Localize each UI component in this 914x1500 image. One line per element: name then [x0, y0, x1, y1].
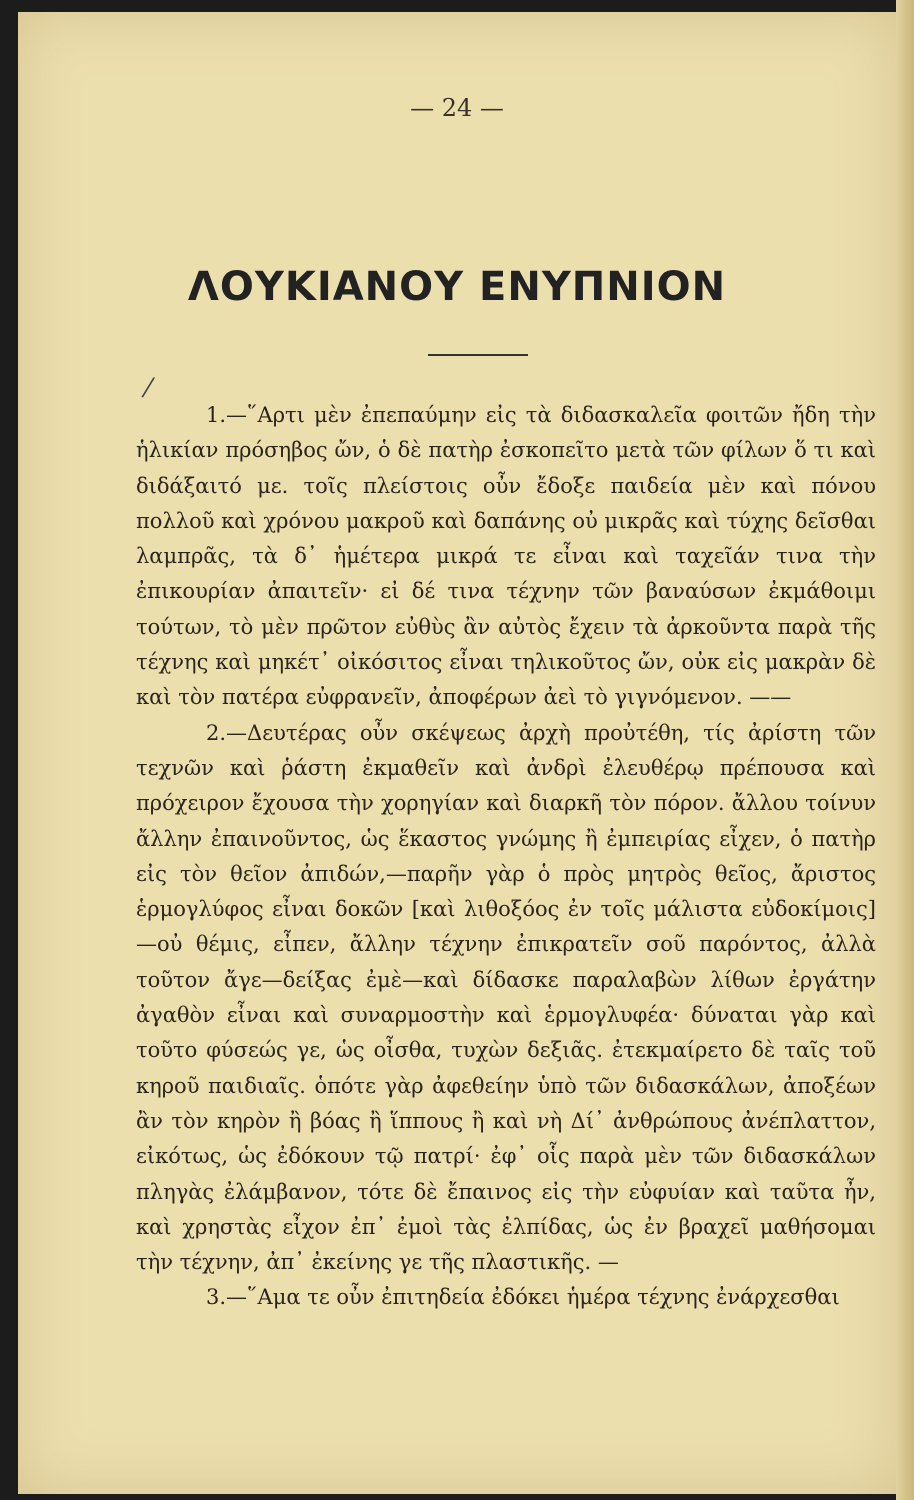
paragraph-1: 1.—῞Αρτι μὲν ἐπεπαύμην εἰς τὰ διδασκαλεῖα φοιτῶν ἤδη τὴν ἡλικίαν πρόσηβος ὤν, ὁ δὲ πατὴρ ἐσκοπεῖτο μετὰ τῶν φίλων ὅ τι καὶ διδάξαιτό με. τοῖς πλείστοις οὖν ἔδοξε παιδεία μὲν καὶ πόνου πολλοῦ καὶ χρόνου μακροῦ καὶ δαπάνης οὐ μικρᾶς καὶ τύχης δεῖσθαι λαμπρᾶς, τὰ δ᾽ ἡμέτερα μικρά τε εἶναι καὶ ταχεῖάν τινα τὴν ἐπικουρίαν ἀπαιτεῖν· εἰ δέ τινα τέχνην τῶν βαναύσων ἐκμάθοιμι τούτων, τὸ μὲν πρῶτον εὐθὺς ἂν αὐτὸς ἔχειν τὰ ἀρκοῦντα παρὰ τῆς τέχνης καὶ μηκέτ᾽ οἰκόσιτος εἶναι τηλικοῦτος ὤν, οὐκ εἰς μακρὰν δὲ καὶ τὸν πατέρα εὐφρανεῖν, ἀποφέρων ἀεὶ τὸ γιγνόμενον. —— [136, 403, 876, 710]
paragraph-3: 3.—῞Αμα τε οὖν ἐπιτηδεία ἐδόκει ἡμέρα τέχνης ἐνάρχεσθαι [206, 1285, 840, 1310]
paragraph-2: 2.—Δευτέρας οὖν σκέψεως ἀρχὴ προὐτέθη, τίς ἀρίστη τῶν τεχνῶν καὶ ῥάστη ἐκμαθεῖν καὶ ἀνδρὶ ἐλευθέρῳ πρέπουσα καὶ πρόχειρον ἔχουσα τὴν χορηγίαν καὶ διαρκῆ τὸν πόρον. ἄλλου τοίνυν ἄλλην ἐπαινοῦντος, ὡς ἕκαστος γνώμης ἢ ἐμπειρίας εἶχεν, ὁ πατὴρ εἰς τὸν θεῖον ἀπιδών,—παρῆν γὰρ ὁ πρὸς μητρὸς θεῖος, ἄριστος ἑρμογλύφος εἶναι δοκῶν [καὶ λιθοξόος ἐν τοῖς μάλιστα εὐδοκίμοις]—οὐ θέμις, εἶπεν, ἄλλην τέχνην ἐπικρατεῖν σοῦ παρόντος, ἀλλὰ τοῦτον ἄγε—δείξας ἐμὲ—καὶ δίδασκε παραλαβὼν λίθων ἐργάτην ἀγαθὸν εἶναι καὶ συναρμοστὴν καὶ ἑρμογλυφέα· δύναται γὰρ καὶ τοῦτο φύσεώς γε, ὡς οἶσθα, τυχὼν δεξιᾶς. ἐτεκμαίρετο δὲ ταῖς τοῦ κηροῦ παιδιαῖς. ὁπότε γὰρ ἀφεθείην ὑπὸ τῶν διδασκάλων, ἀποξέων ἂν τὸν κηρὸν ἢ βόας ἢ ἵππους ἢ καὶ νὴ Δί᾽ ἀνθρώπους ἀνέπλαττον, εἰκότως, ὡς ἐδόκουν τῷ πατρί· ἐφ᾽ οἷς παρὰ μὲν τῶν διδασκάλων πληγὰς ἐλάμβανον, τότε δὲ ἔπαινος εἰς τὴν εὐφυίαν καὶ ταῦτα ἦν, καὶ χρηστὰς εἶχον ἐπ᾽ ἐμοὶ τὰς ἐλπίδας, ὡς ἐν βραχεῖ μαθήσομαι τὴν τέχνην, ἀπ᾽ ἐκείνης γε τῆς πλαστικῆς. — [136, 720, 876, 1275]
pencil-slash-mark: ⁄ [146, 374, 151, 404]
book-page [18, 12, 896, 1494]
title-rule [428, 354, 528, 356]
book-spine-edge [896, 0, 914, 1500]
page-number: — 24 — [410, 94, 504, 122]
page-title: ΛΟΥΚΙΑΝΟΥ ΕΝΥΠΝΙΟΝ [187, 264, 727, 310]
body-text [136, 398, 876, 1316]
